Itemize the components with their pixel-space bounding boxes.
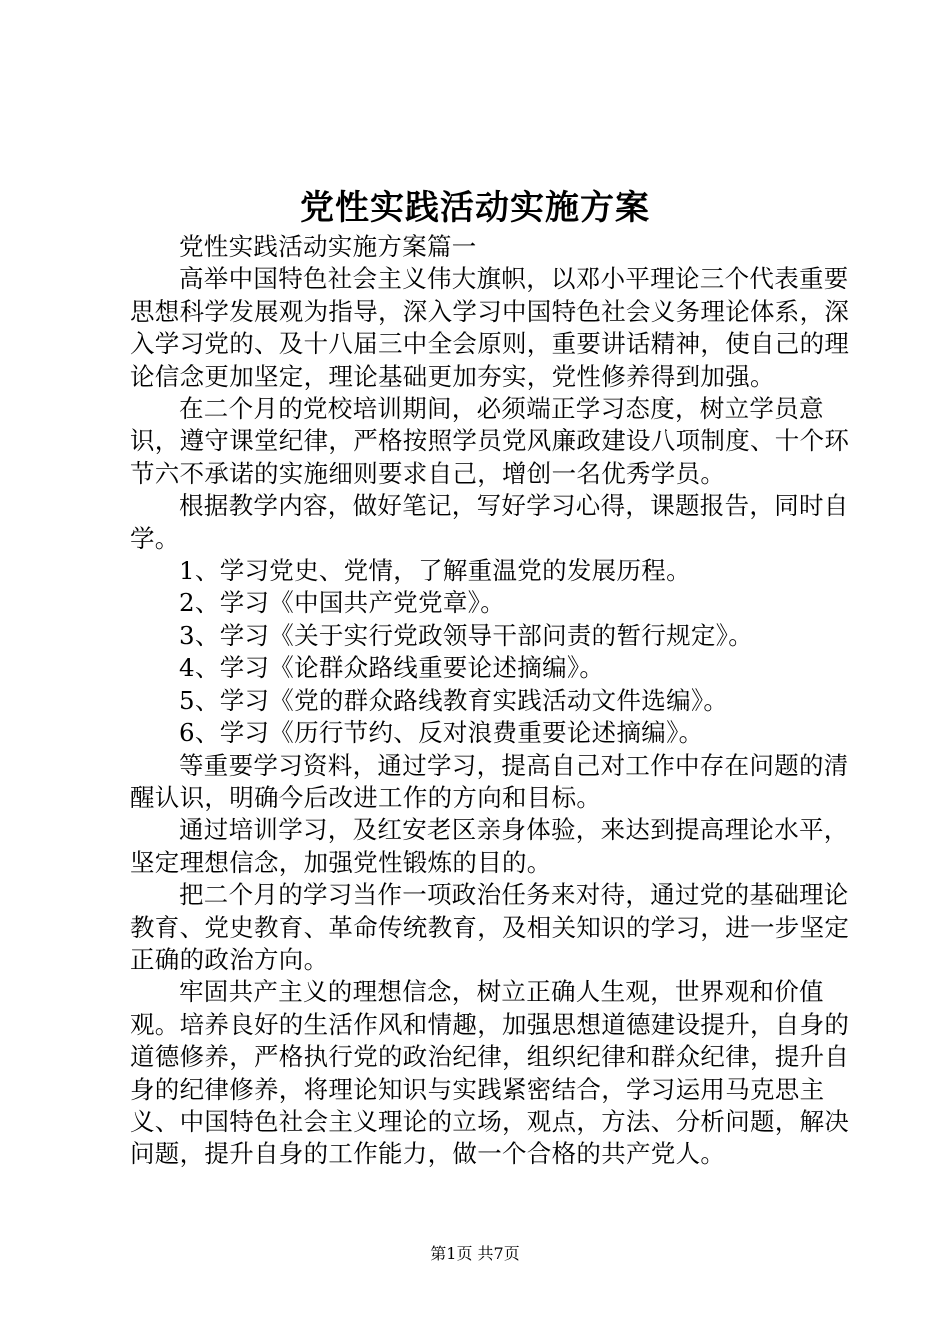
list-item: 1、学习党史、党情，了解重温党的发展历程。 [179,556,691,586]
document-body [130,231,855,1171]
list-item: 2、学习《中国共产党党章》。 [179,588,506,618]
document-title: 党性实践活动实施方案 [300,188,650,228]
paragraph: 根据教学内容，做好笔记，写好学习心得，课题报告，同时自学。 [130,491,849,553]
list-item: 6、学习《历行节约、反对浪费重要论述摘编》。 [179,718,704,748]
page-indicator: 第1页 共7页 [430,1244,520,1263]
paragraph: 在二个月的党校培训期间，必须端正学习态度，树立学员意识，遵守课堂纪律，严格按照学员党风廉政建设八项制度、十个环节六不承诺的实施细则要求自己，增创一名优秀学员。 [130,394,850,488]
paragraph: 高举中国特色社会主义伟大旗帜，以邓小平理论三个代表重要思想科学发展观为指导，深入学习中国特色社会义务理论体系，深入学习党的、及十八届三中全会原则，重要讲话精神，使自己的理论信念更加坚定，理论基础更加夯实，党性修养得到加强。 [130,264,850,391]
paragraph-section-heading: 党性实践活动实施方案篇一 [179,232,477,261]
list-item: 4、学习《论群众路线重要论述摘编》。 [179,653,605,683]
paragraph: 等重要学习资料，通过学习，提高自己对工作中存在问题的清醒认识，明确今后改进工作的方向和目标。 [130,750,849,812]
paragraph: 通过培训学习，及红安老区亲身体验，来达到提高理论水平，坚定理想信念，加强党性锻炼的目的。 [130,815,849,877]
list-item: 3、学习《关于实行党政领导干部问责的暂行规定》。 [179,620,754,650]
list-item: 5、学习《党的群众路线教育实践活动文件选编》。 [179,685,729,715]
paragraph: 牢固共产主义的理想信念，树立正确人生观，世界观和价值观。培养良好的生活作风和情趣，加强思想道德建设提升，自身的道德修养，严格执行党的政治纪律，组织纪律和群众纪律，提升自身的纪律修养，将理论知识与实践紧密结合，学习运用马克思主义、中国特色社会主义理论的立场，观点，方法、分析问题，解决问题，提升自身的工作能力，做一个合格的共产党人。 [130,977,850,1169]
paragraph: 把二个月的学习当作一项政治任务来对待，通过党的基础理论教育、党史教育、革命传统教育，及相关知识的学习，进一步坚定正确的政治方向。 [130,880,850,974]
